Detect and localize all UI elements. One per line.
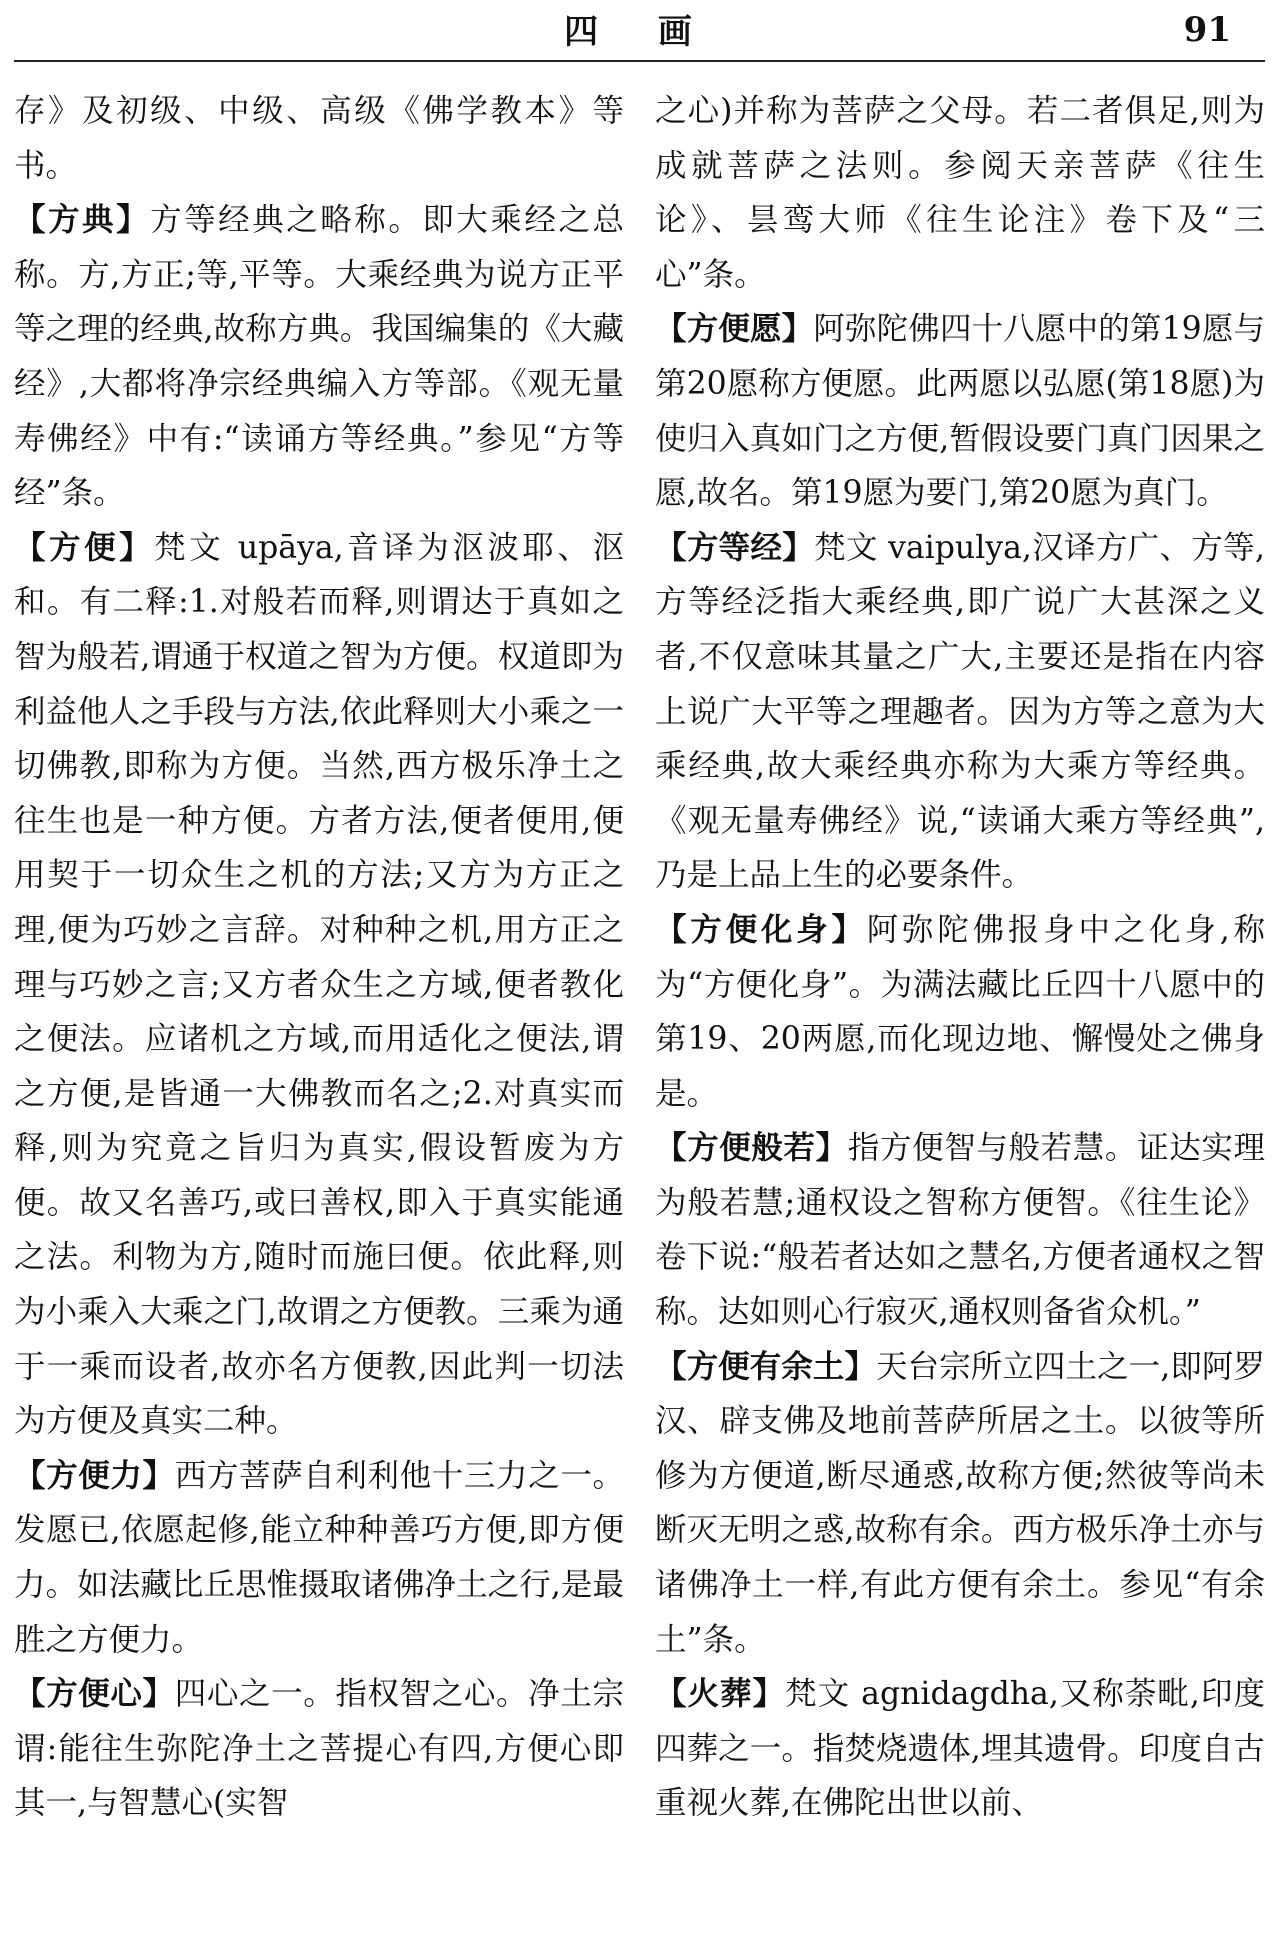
entry-term: 【方便般若】 bbox=[655, 1130, 848, 1167]
entry-term: 【火葬】 bbox=[655, 1676, 786, 1713]
entry-huozang bbox=[655, 1667, 1265, 1831]
entry-term: 【方便力】 bbox=[14, 1457, 175, 1494]
entry-term: 【方便有余土】 bbox=[655, 1348, 877, 1385]
section-title: 四 画 bbox=[564, 12, 716, 52]
header-divider bbox=[14, 60, 1265, 62]
right-column bbox=[655, 84, 1265, 1831]
entry-term: 【方便愿】 bbox=[655, 311, 814, 348]
entry-text: 梵文 upāya,音译为沤波耶、沤和。有二释:1.对般若而释,则谓达于真如之智为般若,谓通于权道之智为方便。权道即为利益他人之手段与方法,依此释则大小乘之一切佛教,即称为方便。当然,西方极乐净土之往生也是一种方便。方者方法,便者便用,便用契于一切众生之机的方法;又方为方正之理,便为巧妙之言辞。对种种之机,用方正之理与巧妙之言;又方者众生之方域,便者教化之便法。应诸机之方域,而用适化之便法,谓之方便,是皆通一大佛教而名之;2.对真实而释,则为究竟之旨归为真实,假设暂废为方便。故又名善巧,或曰善权,即入于真实能通之法。利物为方,随时而施曰便。依此释,则为小乘入大乘之门,故谓之方便教。三乘为通于一乘而设者,故亦名方便教,因此判一切法为方便及真实二种。 bbox=[14, 529, 624, 1440]
entry-text: 存》及初级、中级、高级《佛学教本》等书。 bbox=[14, 93, 624, 184]
entry-term: 【方等经】 bbox=[655, 529, 815, 566]
entry-text: 梵文 agnidagdha,又称荼毗,印度四葬之一。指焚烧遗体,埋其遗骨。印度自古重视火葬,在佛陀出世以前、 bbox=[655, 1676, 1265, 1822]
entry-text: 指方便智与般若慧。证达实理为般若慧;通权设之智称方便智。《往生论》卷下说:“般若者达如之慧名,方便者通权之智称。达如则心行寂灭,通权则备省众机。” bbox=[655, 1130, 1265, 1331]
entry-text: 方等经典之略称。即大乘经之总称。方,方正;等,平等。大乘经典为说方正平等之理的经典,故称方典。我国编集的《大藏经》,大都将净宗经典编入方等部。《观无量寿佛经》中有:“读诵方等经典。”参见“方等经”条。 bbox=[14, 202, 624, 512]
entry-fangbianhuashen bbox=[655, 903, 1265, 1121]
entry-fangbianxin bbox=[14, 1667, 624, 1831]
entry-text: 西方菩萨自利利他十三力之一。发愿已,依愿起修,能立种种善巧方便,即方便力。如法藏比丘思惟摄取诸佛净土之行,是最胜之方便力。 bbox=[14, 1457, 624, 1658]
entry-fangbianyouyutu bbox=[655, 1340, 1265, 1668]
left-column bbox=[14, 84, 624, 1831]
page-header bbox=[0, 0, 1279, 60]
entry-text: 阿弥陀佛四十八愿中的第19愿与第20愿称方便愿。此两愿以弘愿(第18愿)为使归入真如门之方便,暂假设要门真门因果之愿,故名。第19愿为要门,第20愿为真门。 bbox=[655, 311, 1265, 512]
entry-term: 【方便心】 bbox=[14, 1676, 175, 1713]
entry-continuation bbox=[14, 84, 624, 193]
entry-text: 梵文 vaipulya,汉译方广、方等,方等经泛指大乘经典,即广说广大甚深之义者,不仅意味其量之广大,主要还是指在内容上说广大平等之理趣者。因为方等之意为大乘经典,故大乘经典亦称为大乘方等经典。《观无量寿佛经》说,“读诵大乘方等经典”,乃是上品上生的必要条件。 bbox=[655, 529, 1265, 894]
entry-text: 天台宗所立四土之一,即阿罗汉、辟支佛及地前菩萨所居之土。以彼等所修为方便道,断尽通惑,故称方便;然彼等尚未断灭无明之惑,故称有余。西方极乐净土亦与诸佛净土一样,有此方便有余土。参见“有余土”条。 bbox=[655, 1348, 1265, 1658]
entry-text: 之心)并称为菩萨之父母。若二者俱足,则为成就菩萨之法则。参阅天亲菩萨《往生论》、昙鸾大师《往生论注》卷下及“三心”条。 bbox=[655, 93, 1265, 293]
entry-fangbianbanruo bbox=[655, 1121, 1265, 1339]
entry-fangbianli bbox=[14, 1449, 624, 1667]
entry-text: 阿弥陀佛报身中之化身,称为“方便化身”。为满法藏比丘四十八愿中的第19、20两愿,而化现边地、懈慢处之佛身是。 bbox=[655, 911, 1265, 1112]
page-number: 91 bbox=[1183, 10, 1231, 50]
entry-fangdian bbox=[14, 193, 624, 521]
entry-term: 【方便化身】 bbox=[655, 911, 867, 948]
entry-text: 四心之一。指权智之心。净土宗谓:能往生弥陀净土之菩提心有四,方便心即其一,与智慧心(实智 bbox=[14, 1676, 624, 1822]
entry-fangbian bbox=[14, 521, 624, 1449]
entry-term: 【方便】 bbox=[14, 529, 155, 566]
entry-fangbianyuan bbox=[655, 302, 1265, 520]
entry-fangdengjing bbox=[655, 521, 1265, 903]
entry-continuation bbox=[655, 84, 1265, 302]
entry-term: 【方典】 bbox=[14, 202, 151, 239]
